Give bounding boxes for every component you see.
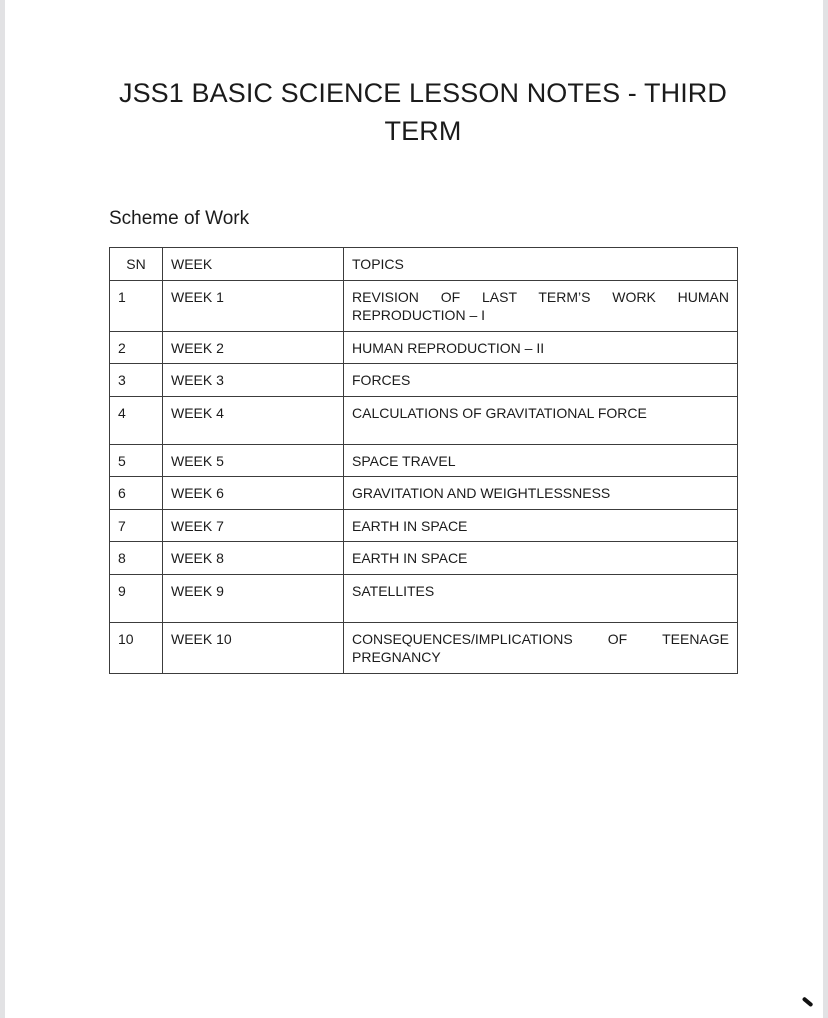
table-row <box>110 542 738 574</box>
cell-topic: FORCES <box>344 364 738 396</box>
cell-week: WEEK 6 <box>163 477 344 509</box>
cell-topic: GRAVITATION AND WEIGHTLESSNESS <box>344 477 738 509</box>
cell-sn: 3 <box>110 364 163 396</box>
cell-topic: EARTH IN SPACE <box>344 542 738 574</box>
table-header-row <box>110 248 738 280</box>
cell-sn: 9 <box>110 574 163 622</box>
table-row <box>110 509 738 541</box>
page-right-edge <box>823 0 828 1018</box>
cell-topic: CALCULATIONS OF GRAVITATIONAL FORCE <box>344 396 738 444</box>
table-row <box>110 364 738 396</box>
table-row <box>110 444 738 476</box>
cell-week: WEEK 9 <box>163 574 344 622</box>
cell-topic: EARTH IN SPACE <box>344 509 738 541</box>
cell-sn: 1 <box>110 280 163 331</box>
column-header-topics: TOPICS <box>344 248 738 280</box>
cell-topic: SATELLITES <box>344 574 738 622</box>
cell-topic: REVISION OF LAST TERM’S WORK HUMAN REPRODUCTION – I <box>344 280 738 331</box>
cell-topic: SPACE TRAVEL <box>344 444 738 476</box>
table-row <box>110 396 738 444</box>
cell-week: WEEK 10 <box>163 622 344 673</box>
cell-week: WEEK 7 <box>163 509 344 541</box>
table-row <box>110 280 738 331</box>
cell-week: WEEK 4 <box>163 396 344 444</box>
document-page-sheet <box>5 0 823 1018</box>
column-header-week: WEEK <box>163 248 344 280</box>
cell-week: WEEK 1 <box>163 280 344 331</box>
document-content <box>5 0 823 674</box>
table-header <box>110 248 738 280</box>
cell-sn: 6 <box>110 477 163 509</box>
cell-sn: 7 <box>110 509 163 541</box>
cell-week: WEEK 5 <box>163 444 344 476</box>
table-row <box>110 574 738 622</box>
cell-sn: 4 <box>110 396 163 444</box>
document-title: JSS1 BASIC SCIENCE LESSON NOTES - THIRD TERM <box>118 78 728 147</box>
table-row <box>110 331 738 363</box>
cell-topic: CONSEQUENCES/IMPLICATIONS OF TEENAGE PREGNANCY <box>344 622 738 673</box>
cell-sn: 2 <box>110 331 163 363</box>
cell-week: WEEK 3 <box>163 364 344 396</box>
column-header-sn: SN <box>110 248 163 280</box>
table-body <box>110 280 738 673</box>
cell-week: WEEK 8 <box>163 542 344 574</box>
cell-sn: 10 <box>110 622 163 673</box>
table-row <box>110 477 738 509</box>
cell-sn: 8 <box>110 542 163 574</box>
section-heading-scheme-of-work: Scheme of Work <box>109 207 250 229</box>
scheme-of-work-table <box>109 247 738 673</box>
cell-sn: 5 <box>110 444 163 476</box>
table-row <box>110 622 738 673</box>
cell-week: WEEK 2 <box>163 331 344 363</box>
cell-topic: HUMAN REPRODUCTION – II <box>344 331 738 363</box>
